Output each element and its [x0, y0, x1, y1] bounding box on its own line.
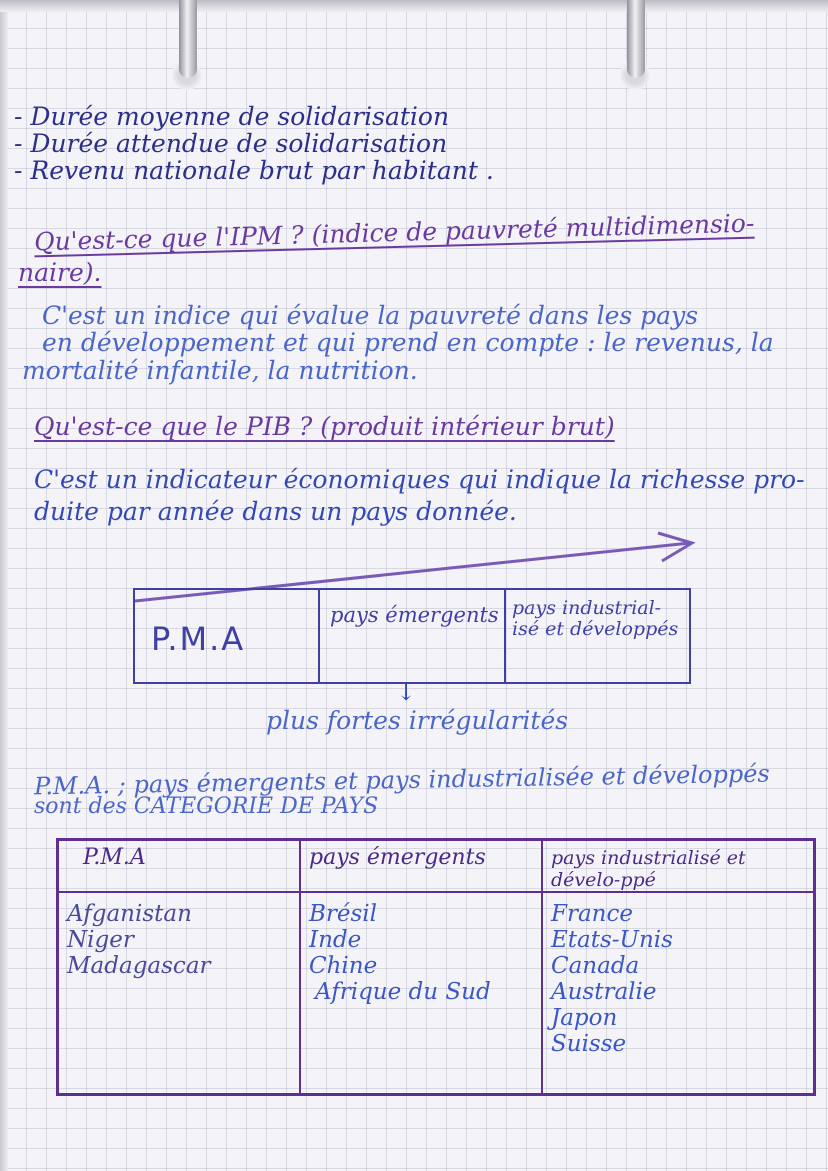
- list-item: Inde: [309, 927, 362, 953]
- ipm-question: Qu'est-ce que l'IPM ? (indice de pauvreté multidimensio-: [33, 208, 755, 257]
- list-item: France: [551, 901, 633, 927]
- ipm-answer-line-1: C'est un indice qui évalue la pauvreté dans les pays: [42, 301, 699, 330]
- irregularities-caption: plus fortes irrégularités: [266, 706, 569, 735]
- list-item: Canada: [551, 953, 640, 979]
- pib-answer-line-1: C'est un indicateur économiques qui indique la richesse pro-: [34, 465, 805, 494]
- table-header-cell: pays émergents: [300, 840, 542, 893]
- diagram-box-pma: P.M.A: [135, 590, 320, 682]
- criteria-line-2: - Durée attendue de solidarisation: [14, 129, 448, 158]
- country-category-diagram: [133, 588, 691, 684]
- ipm-answer-line-2: en développement et qui prend en compte : le revenus, la: [42, 328, 774, 357]
- diagram-box-developed: pays industrial-isé et développés: [512, 597, 679, 640]
- list-item: Afrique du Sud: [315, 979, 491, 1005]
- binder-ring: [627, 0, 645, 78]
- binder-top-edge: [0, 0, 828, 12]
- list-item: Australie: [551, 979, 657, 1005]
- criteria-line-1: - Durée moyenne de solidarisation: [14, 102, 450, 131]
- page-edge-shadow: [0, 0, 8, 1171]
- ipm-answer-line-3: mortalité infantile, la nutrition.: [22, 356, 418, 385]
- list-item: Suisse: [551, 1031, 627, 1057]
- table-header-row: [58, 840, 815, 893]
- ipm-question-cont: naire).: [18, 258, 102, 287]
- list-item: Japon: [551, 1005, 618, 1031]
- list-item: Chine: [309, 953, 378, 979]
- down-arrow: ↓: [396, 678, 417, 706]
- list-item: Brésil: [309, 901, 378, 927]
- table-header-cell: P.M.A: [58, 840, 301, 893]
- binder-ring: [179, 0, 197, 78]
- categories-note-line-2: sont des CATEGORIE DE PAYS: [34, 794, 379, 819]
- list-item: Madagascar: [67, 953, 211, 979]
- criteria-line-3: - Revenu nationale brut par habitant .: [14, 156, 494, 185]
- diagram-box-emerging: pays émergents: [320, 590, 506, 682]
- table-cell-emerging: [300, 892, 542, 1095]
- list-item: Afganistan: [67, 901, 192, 927]
- list-item: Etats-Unis: [551, 927, 673, 953]
- table-cell-developed: [542, 892, 815, 1095]
- country-categories-table: [56, 838, 816, 1096]
- categories-note-line-1: P.M.A. ; pays émergents et pays industrialisée et développés: [33, 759, 770, 801]
- pib-question: Qu'est-ce que le PIB ? (produit intérieur brut): [34, 412, 615, 441]
- table-row: [58, 892, 815, 1095]
- table-cell-pma: [58, 892, 301, 1095]
- pib-answer-line-2: duite par année dans un pays donnée.: [34, 497, 517, 526]
- table-header-cell: pays industrialisé et dévelo-ppé: [542, 840, 815, 893]
- list-item: Niger: [67, 927, 134, 953]
